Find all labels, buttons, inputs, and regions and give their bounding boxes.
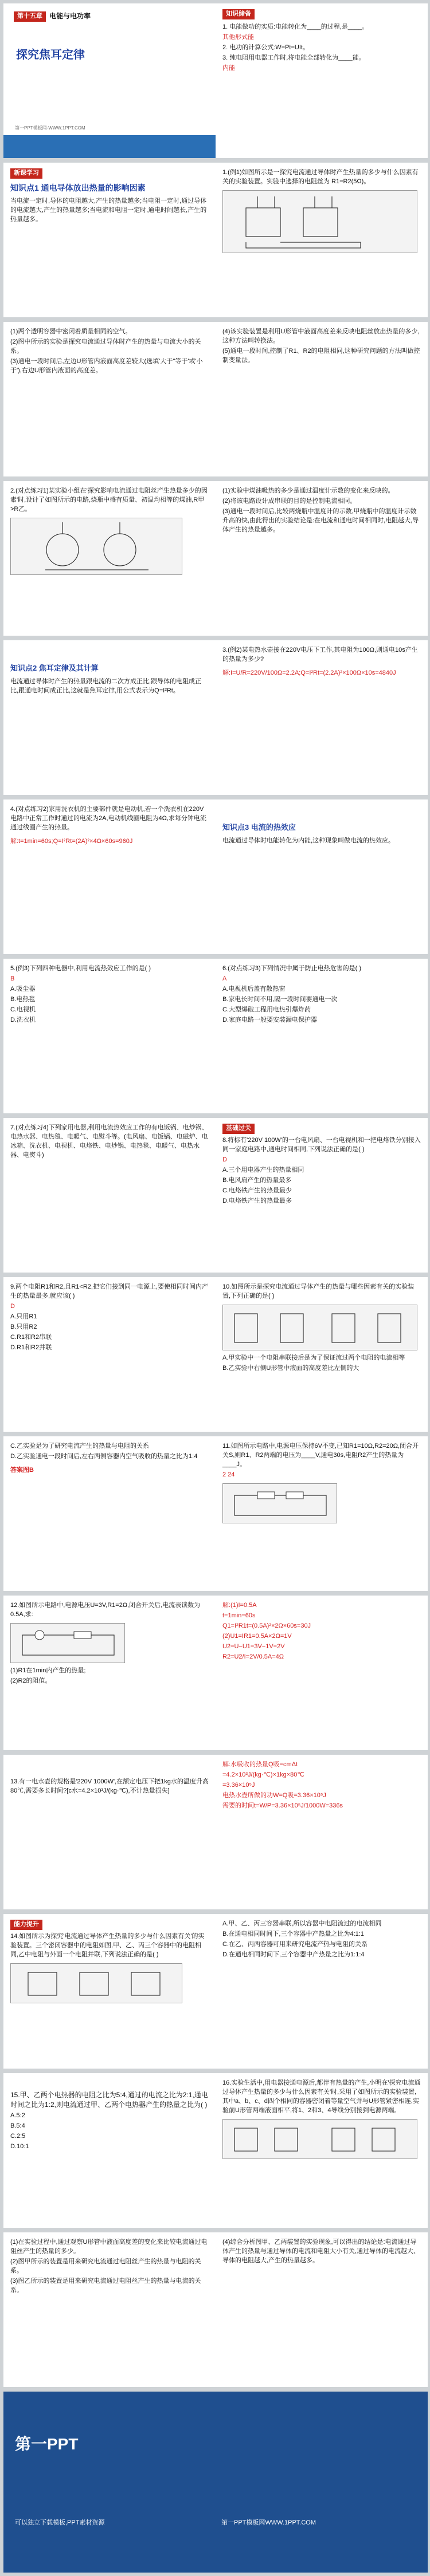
s22-line6: R2=U2/I=2V/0.5A=4Ω (222, 1653, 284, 1660)
s18-opt-a: A.甲实验中一个电阻串联接后是为了保证流过两个电阻的电流相等 (222, 1354, 405, 1361)
slide-25 (3, 1914, 216, 2069)
s13-opt-b: B.电热毯 (10, 995, 36, 1003)
s25-text: 14.如图所示为探究'电流通过导体产生热量的多少与什么因素有关'的实验装置。三个密闭容器中的电阻如图,甲、乙、丙三个容器中的电阻相同,乙中电阻与外面一个电阻并联,下列说法正确的是( ) (10, 1932, 205, 1958)
s26-opt-b: B.在通电相同时间下,三个容器中产热量之比为4:1:1 (222, 1930, 364, 1937)
s17-opt-c: C.R1和R2串联 (10, 1333, 52, 1341)
page-title: 探究焦耳定律 (16, 48, 85, 61)
cover-footer: 第一PPT模板网-WWW.1PPT.COM (15, 125, 85, 131)
review-q1-answer: 其他形式能 (222, 33, 254, 41)
s19-opt-c: C.乙实验是为了研究电流产生的热量与电阻的关系 (10, 1443, 149, 1450)
review-q1: 1. 电能做功的实质:电能转化为____的过程,是____。 (222, 23, 369, 30)
s13-text: 5.(例3)下列四种电器中,利用电流热效应工作的是( ) (10, 965, 151, 972)
s8-line3: (3)通电一段时间后,比较两烧瓶中温度计的示数,甲烧瓶中的温度计示数升高的快,由此得出的实验结论是:在电流和通电时间相同时,电阻越大,导体产生的热量越多。 (222, 507, 419, 533)
three-container-figure (10, 1963, 182, 2003)
slide-29 (3, 2232, 216, 2387)
s27-opt-c: C.2:5 (10, 2132, 26, 2140)
s8-line1: (1)实验中煤油吸热的多少是通过温度计示数的变化来反映的。 (222, 487, 394, 494)
s20-answer2: 24 (228, 1471, 235, 1478)
footer-logo: 第一PPT (15, 2435, 79, 2453)
s9-title: 知识点2 焦耳定律及其计算 (10, 664, 99, 672)
s8-line2: (2)将该电路设计成串联的目的是控制电流相同。 (222, 497, 357, 505)
knowledge-title: 知识点1 通电导体放出热量的影响因素 (10, 183, 146, 192)
lesson-tag: 新课学习 (10, 168, 42, 179)
s14-opt-a: A.电视机后盖有散热窗 (222, 985, 286, 992)
s17-opt-b: B.只用R2 (10, 1323, 37, 1330)
slide-17 (3, 1277, 216, 1432)
s24-line1: 解:水吸收的热量Q吸=cmΔt (222, 1761, 298, 1768)
four-container-figure (222, 2119, 417, 2159)
s27-text: 15.甲、乙两个电热器的电阻之比为5:4,通过的电流之比为2:1,通电时间之比为1:2,则电流通过甲、乙两个电热器产生的热量之比为( ) (10, 2091, 208, 2109)
apparatus-figure (222, 190, 417, 253)
cover-band (3, 135, 216, 158)
s14-opt-c: C.大型爆破工程用电热引爆炸药 (222, 1006, 311, 1013)
slide-19 (3, 1436, 216, 1591)
slide-28 (216, 2073, 428, 2228)
example-slide-4 (216, 163, 428, 317)
slide-9 (3, 640, 216, 795)
s15-text: 7.(对点练习4)下列家用电器,利用电流热效应工作的有电饭锅、电炒锅、电热水器、电热毯、电暖气、电熨斗等。(电风扇、电饭锅、电磁炉、电冰箱、洗衣机、电视机、电烙铁、电炒锅、电热毯、电暖气、电热水器、电熨斗) (10, 1124, 208, 1159)
slide-21 (3, 1596, 216, 1750)
s5-line3: (3)通电一段时间后,左边U形管内液面高度差较大(选填'大于''等于'或'小于'),右边U形管内液面的高度差。 (10, 357, 203, 374)
footer-right-text: 第一PPT模板网WWW.1PPT.COM (221, 2519, 316, 2526)
footer-left-text: 可以独立下载模板,PPT素材资源 (15, 2519, 105, 2526)
s11-text: 4.(对点练习2)家用洗衣机的主要部件就是电动机,若一个洗衣机在220V电路中正常工作时通过的电流为2A,电动机线圈电阻为4Ω,求每分钟电流通过线圈产生的热量。 (10, 806, 206, 831)
s10-solution: 解:I=U/R=220V/100Ω=2.2A;Q=I²Rt=(2.2A)²×100Ω×10s=4840J (222, 669, 396, 676)
review-slide (216, 3, 428, 158)
s6-line2: (5)通电一段时间,控制了R1、R2的电阻相同,这种研究问题的方法叫做控制变量法。 (222, 347, 420, 364)
s30-line1: (4)综合分析图甲、乙两装置的实验现象,可以得出的结论是:电流通过导体产生的热量与通过导体的电流和电阻大小有关,通过导体的电流越大、导体的电阻越大,产生的热量越多。 (222, 2239, 420, 2264)
s22-line4: (2)U1=IR1=0.5A×2Ω=1V (222, 1632, 292, 1640)
s5-line2: (2)图中所示的实验是探究电流通过导体时产生的热量与电流大小的关系。 (10, 338, 201, 355)
s21-text: 12.如图所示电路中,电源电压U=3V,R1=2Ω,闭合开关后,电流表读数为0.5A,求: (10, 1602, 201, 1618)
chapter-badge: 第十五章 (14, 11, 46, 22)
s22-line5: U2=U−U1=3V−1V=2V (222, 1643, 285, 1650)
s27-opt-a: A.5:2 (10, 2112, 25, 2119)
slide-7 (3, 481, 216, 636)
s6-line1: (4)该实验装置是利用U形管中液面高度差来反映电阻丝放出热量的多少,这种方法叫转换法。 (222, 328, 420, 344)
s13-opt-d: D.洗衣机 (10, 1016, 36, 1023)
s27-opt-d: D.10:1 (10, 2142, 29, 2150)
ability-tag: 能力提升 (10, 1920, 42, 1930)
s19-opt-d: D.乙实验通电一段时间后,左右两侧容器内空气吸收的热量之比为1:4 (10, 1452, 198, 1460)
cover-slide (3, 3, 216, 158)
s20-text: 11.如图所示电路中,电源电压保持6V不变,已知R1=10Ω,R2=20Ω,闭合开关S,则R1、R2两端的电压为____V,通电30s,电阻R2产生的热量为____J。 (222, 1443, 419, 1468)
s20-answer1: 2 (222, 1471, 226, 1478)
s10-text: 3.(例2)某电热水壶接在220V电压下工作,其电阻为100Ω,则通电10s产生的热量为多少? (222, 647, 418, 663)
s9-body: 电流通过导体时产生的热量跟电流的二次方成正比,跟导体的电阻成正比,跟通电时间成正比,这就是焦耳定律,用公式表示为Q=I²Rt。 (10, 678, 202, 694)
s11-solution: 解:t=1min=60s;Q=I²Rt=(2A)²×4Ω×60s=960J (10, 837, 133, 845)
s7-text: 2.(对点练习1)某实验小组在'探究影响电流通过电阻丝产生热量多少的因素'时,设计了如图所示的电路,烧瓶中盛有质量、初温均相等的煤油,R甲>R乙。 (10, 487, 208, 513)
s12-body: 电流通过导体时电能转化为内能,这种现象叫做电流的热效应。 (222, 837, 395, 844)
slide-5 (3, 322, 216, 476)
s16-opt-a: A.三个用电器产生的热量相同 (222, 1166, 304, 1173)
slide-10 (216, 640, 428, 795)
s19-answer: 答案图B (10, 1466, 34, 1474)
u-tube-figure (222, 1305, 417, 1350)
review-q2: 2. 电功的计算公式:W=Pt=UIt。 (222, 44, 309, 51)
s24-line4: 电热水壶所做的功W=Q吸=3.36×10⁵J (222, 1791, 326, 1799)
s24-line2: =4.2×10³J/(kg·℃)×1kg×80℃ (222, 1771, 304, 1778)
example-text: 1.(例1)如图所示是一探究电流通过导体时产生热量的多少与什么因素有关的实验装置。实验中选择的电阻丝为 R1=R2(5Ω)。 (222, 169, 419, 185)
s14-text: 6.(对点练习3)下列情况中属于防止电热危害的是( ) (222, 965, 361, 972)
slide-24 (216, 1755, 428, 1909)
s28-text: 16.实验生活中,用电器接通电源后,都伴有热量的产生,小明在'探究电流通过导体产生热量的多少与什么因素有关'时,采用了如图所示的实验装置,其中a、b、c、d四个相同的容器密闭着等量空气并与U形管紧密相连,实验前U形管两端液面相平,将1、2和3、4导线分别接到电源两端。 (222, 2079, 421, 2114)
slide-26 (216, 1914, 428, 2069)
s14-opt-b: B.家电长时间不用,隔一段时间要通电一次 (222, 995, 338, 1003)
s29-line3: (3)图乙所示的装置是用来研究电流通过电阻丝产生的热量与电流的关系。 (10, 2277, 201, 2294)
slide-27 (3, 2073, 216, 2228)
s18-opt-b: B.乙实验中右侧U形管中液面的高度差比左侧的大 (222, 1364, 359, 1372)
s18-text: 10.如图所示是探究电流通过导体产生的热量与哪些因素有关的实验装置,下列正确的是( ) (222, 1283, 415, 1299)
s21-q1: (1)R1在1min内产生的热量; (10, 1667, 86, 1674)
chapter-title: 电能与电功率 (49, 12, 91, 21)
s22-line2: t=1min=60s (222, 1612, 256, 1619)
s26-opt-c: C.在乙、丙两容器可用来研究电流产热与电阻的关系 (222, 1940, 368, 1948)
s5-line1: (1)两个透明容器中密闭着质量相同的空气。 (10, 328, 132, 335)
s13-opt-a: A.吸尘器 (10, 985, 36, 992)
s17-opt-a: A.只用R1 (10, 1313, 37, 1320)
review-tag: 知识储备 (222, 9, 255, 19)
s27-opt-b: B.5:4 (10, 2122, 25, 2129)
lesson-slide-3 (3, 163, 216, 317)
s16-text: 8.将标有'220V 100W'的一台电风扇、一台电视机和一把电烙铁分别接入同一家庭电路中,通电时间相同,下列说法正确的是( ) (222, 1136, 421, 1153)
s23-text: 13.有一电水壶的规格是'220V 1000W',在额定电压下把1kg水的温度升高80℃,需要多长时间?[c水=4.2×10³J/(kg·℃),不计热量损失] (10, 1778, 209, 1794)
slide-6 (216, 322, 428, 476)
s20-answers (222, 1471, 421, 1480)
slide-8 (216, 481, 428, 636)
s13-opt-c: C.电视机 (10, 1006, 36, 1013)
s24-line5: 需要的时间t=W/P=3.36×10⁵J/1000W=336s (222, 1802, 343, 1809)
s22-line3: Q1=I²R1t=(0.5A)²×2Ω×60s=30J (222, 1622, 311, 1629)
slide-20 (216, 1436, 428, 1591)
s22-line1: 解:(1)I=0.5A (222, 1602, 257, 1609)
slide-15 (3, 1118, 216, 1273)
ammeter-circuit-figure (10, 1623, 125, 1663)
s14-answer: A (222, 975, 227, 982)
slide-30 (216, 2232, 428, 2387)
slide-18 (216, 1277, 428, 1432)
flask-circuit-figure (10, 518, 182, 575)
slide-13 (3, 959, 216, 1113)
s16-opt-d: D.电烙铁产生的热量最多 (222, 1197, 292, 1204)
review-q3: 3. 纯电阻用电器工作时,将电能全部转化为____能。 (222, 54, 365, 61)
series-circuit-figure (222, 1483, 337, 1523)
s29-line2: (2)图甲所示的装置是用来研究电流通过电阻丝产生的热量与电阻的关系。 (10, 2258, 201, 2274)
s26-opt-a: A.甲、乙、丙三容器串联,所以容器中电阻流过的电流相同 (222, 1920, 382, 1927)
s29-line1: (1)在实验过程中,通过观察U形管中液面高度差的变化来比较电流通过电阻丝产生的热量的多少。 (10, 2239, 208, 2255)
slide-14 (216, 959, 428, 1113)
s12-title: 知识点3 电流的热效应 (222, 823, 296, 832)
s16-answer: D (222, 1156, 227, 1163)
basic-tag: 基础过关 (222, 1124, 255, 1134)
s26-opt-d: D.在通电相同时间下,三个容器中产热量之比为1:1:4 (222, 1951, 365, 1958)
slide-22 (216, 1596, 428, 1750)
slide-11 (3, 799, 216, 954)
s14-opt-d: D.家庭电路一般要安装漏电保护器 (222, 1016, 317, 1023)
review-q3-answer: 内能 (222, 64, 235, 72)
footer-banner (3, 2392, 428, 2573)
s17-text: 9.两个电阻R1和R2,且R1<R2,把它们接到同一电源上,要使相同时间内产生的热量最多,就应该( ) (10, 1283, 209, 1299)
s17-opt-d: D.R1和R2并联 (10, 1344, 52, 1351)
s13-answer: B (10, 975, 15, 982)
chapter-header (14, 11, 205, 22)
s17-answer: D (10, 1302, 15, 1310)
knowledge-body: 当电流一定时,导体的电阻越大,产生的热量越多;当电阻一定时,通过导体的电流越大,产生的热量越多;当电流和电阻一定时,通电时间越长,产生的热量越多。 (10, 198, 207, 223)
s21-q2: (2)R2的阻值。 (10, 1677, 52, 1684)
slide-12 (216, 799, 428, 954)
s16-opt-c: C.电烙铁产生的热量最少 (222, 1187, 292, 1194)
slide-16 (216, 1118, 428, 1273)
slide-23 (3, 1755, 216, 1909)
s16-opt-b: B.电风扇产生的热量最多 (222, 1176, 292, 1184)
s24-line3: =3.36×10⁵J (222, 1781, 255, 1789)
